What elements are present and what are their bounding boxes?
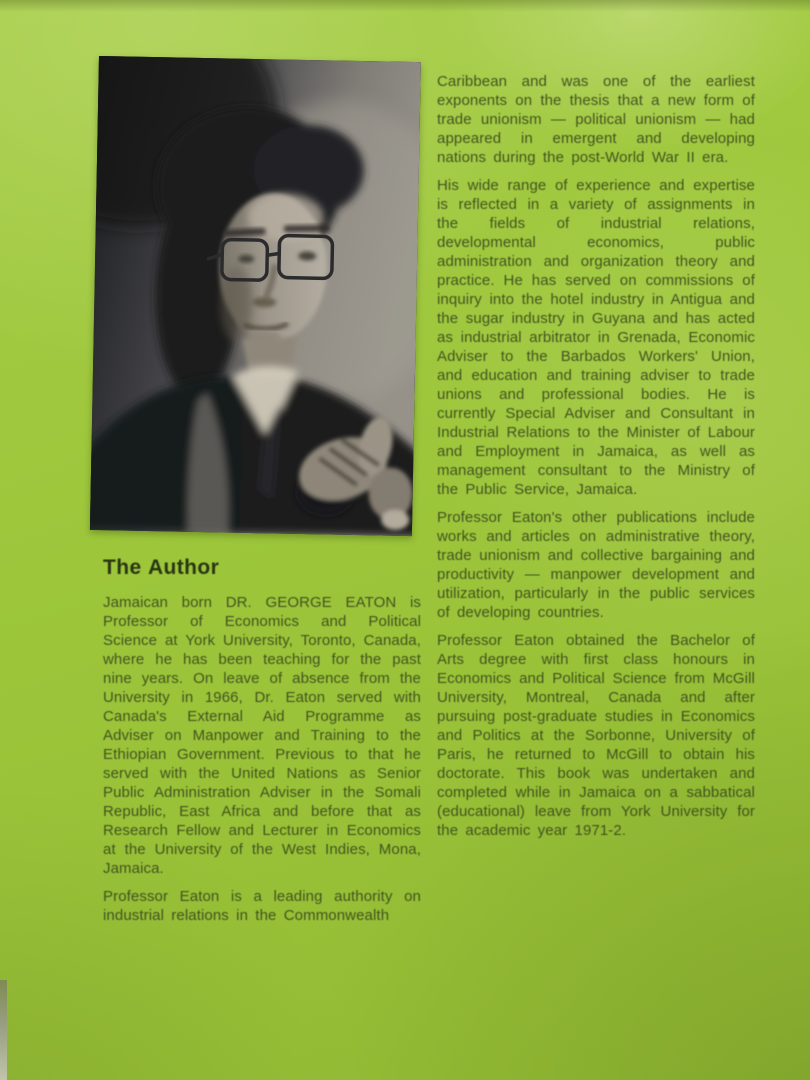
- author-portrait-illustration: [90, 56, 421, 536]
- bio-paragraph: Professor Eaton's other publications include works and articles on administrative theory, trade unionism and collective bargaining and productivity — manpower development and utilization, particularly in the public services of developing countries.: [437, 509, 755, 621]
- bio-paragraph: Professor Eaton obtained the Bachelor of Arts degree with first class honours in Economics and Political Science from McGill University, Montreal, Canada and after pursuing post-graduate studies in Economics and Politics at the Sorbonne, University of Paris, he returned to McGill to obtain his doctorate. This book was undertaken and completed while in Jamaica on a sabbatical (educational) leave from York University for the academic year 1971-2.: [437, 632, 755, 839]
- cover-top-shadow: [0, 0, 810, 12]
- bio-paragraph: Professor Eaton is a leading authority on industrial relations in the Commonwealth: [103, 888, 421, 924]
- section-heading: The Author: [103, 556, 220, 579]
- left-column: [103, 556, 421, 934]
- bio-paragraph: Caribbean and was one of the earliest exponents on the thesis that a new form of trade unionism — political unionism — had appeared in emergent and developing nations during the post-World War II era.: [437, 73, 755, 166]
- scan-edge-strip: [0, 980, 7, 1080]
- bio-paragraph: His wide range of experience and expertise is reflected in a variety of assignments in the fields of industrial relations, developmental economics, public administration and organization theory and practice. He has served on commissions of inquiry into the hotel industry in Antigua and the sugar industry in Guyana and has acted as industrial arbitrator in Grenada, Economic Adviser to the Barbados Workers' Union, and education and training adviser to trade unions and professional bodies. He is currently Special Adviser and Consultant in Industrial Relations to the Minister of Labour and Employment in Jamaica, as well as management consultant to the Ministry of the Public Service, Jamaica.: [437, 177, 755, 498]
- bio-paragraph: Jamaican born DR. GEORGE EATON is Professor of Economics and Political Science at York University, Toronto, Canada, where he has been teaching for the past nine years. On leave of absence from the University in 1966, Dr. Eaton served with Canada's External Aid Programme as Adviser on Manpower and Training to the Ethiopian Government. Previous to that he served with the United Nations as Senior Public Administration Adviser in the Somali Republic, East Africa and before that as Research Fellow and Lecturer in Economics at the University of the West Indies, Mona, Jamaica.: [103, 594, 421, 877]
- author-photo: [90, 56, 421, 536]
- right-column: [437, 72, 755, 849]
